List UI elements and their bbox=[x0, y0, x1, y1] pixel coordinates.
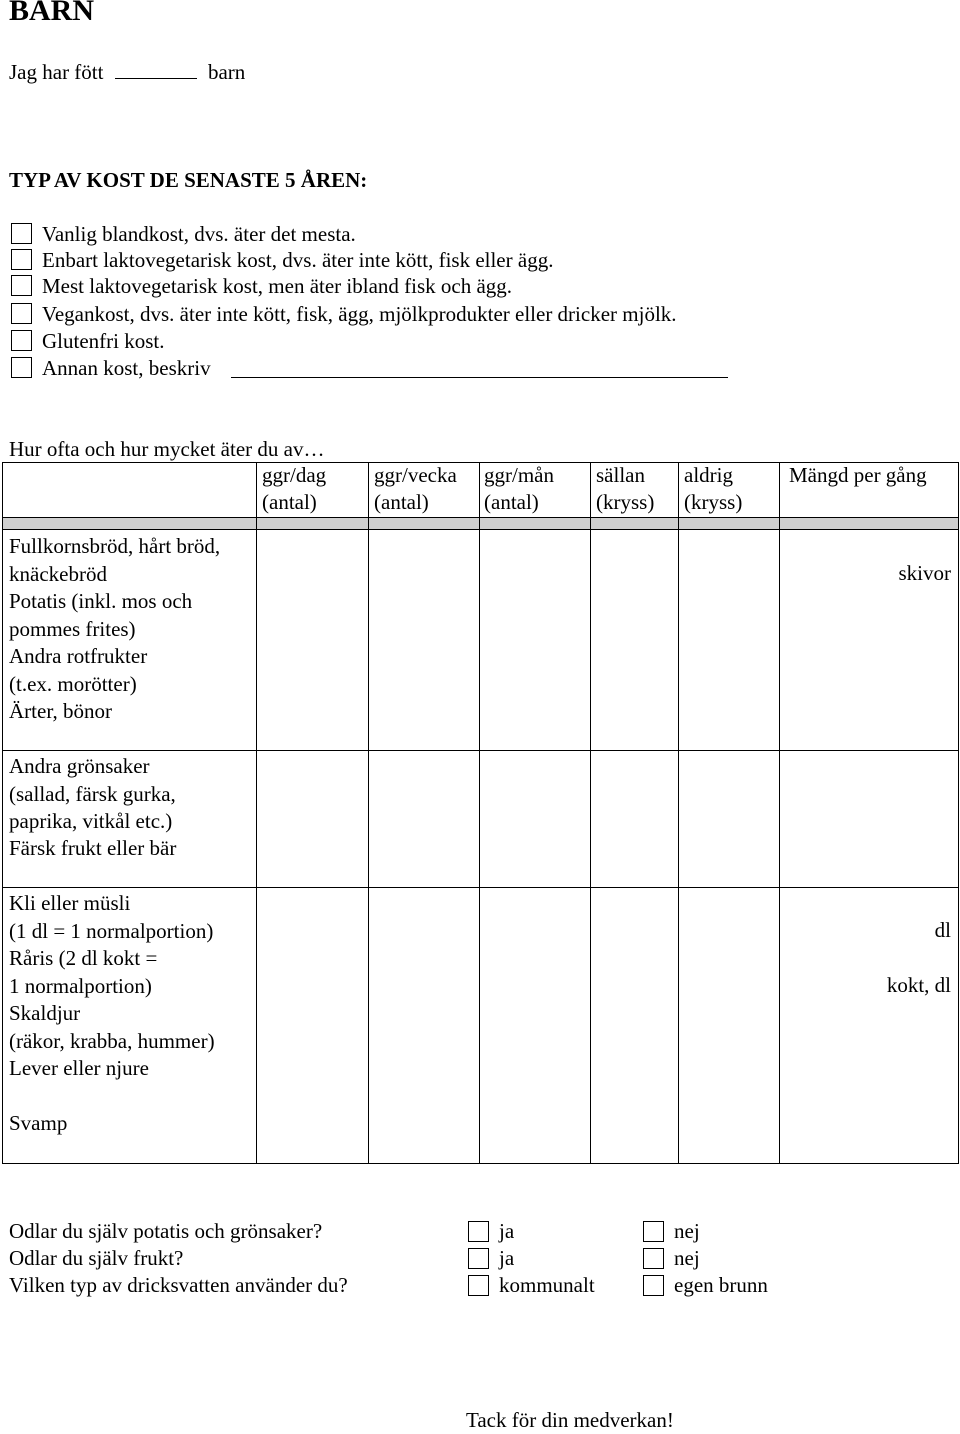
diet-checkbox[interactable] bbox=[11, 223, 32, 244]
unit-slices: skivor bbox=[898, 561, 951, 585]
diet-checkbox[interactable] bbox=[11, 357, 32, 378]
row-label-peas-beans: Ärter, bönor bbox=[9, 699, 112, 723]
question-grow-vegetables: Odlar du själv potatis och grönsaker? ja nej bbox=[9, 1219, 700, 1243]
question-text: Vilken typ av dricksvatten använder du? bbox=[9, 1273, 348, 1297]
row-label-potatoes: Potatis (inkl. mos och pommes frites) bbox=[9, 589, 193, 641]
children-prefix: Jag har fött bbox=[9, 60, 104, 84]
checkbox[interactable] bbox=[468, 1248, 489, 1269]
unit-dl: dl bbox=[934, 918, 951, 942]
checkbox[interactable] bbox=[468, 1221, 489, 1242]
diet-checkbox[interactable] bbox=[11, 275, 32, 296]
checkbox[interactable] bbox=[468, 1275, 489, 1296]
col-header-amount: Mängd per gång bbox=[789, 463, 927, 487]
row-label-shellfish: Skaldjur (räkor, krabba, hummer) bbox=[9, 1001, 215, 1053]
question-text: Odlar du själv frukt? bbox=[9, 1246, 184, 1270]
question-text: Odlar du själv potatis och grönsaker? bbox=[9, 1219, 323, 1243]
diet-option-label: Annan kost, beskriv bbox=[42, 356, 211, 380]
unit-cooked-dl: kokt, dl bbox=[886, 973, 951, 997]
row-label-fresh-fruit: Färsk frukt eller bär bbox=[9, 836, 177, 860]
frequency-table bbox=[2, 462, 959, 1164]
thanks-text: Tack för din medverkan! bbox=[466, 1408, 674, 1432]
diet-option-label: Vegankost, dvs. äter inte kött, fisk, ägg, mjölkprodukter eller dricker mjölk. bbox=[42, 302, 677, 326]
other-diet-description-field[interactable] bbox=[231, 357, 728, 378]
diet-section-title: TYP AV KOST DE SENASTE 5 ÅREN: bbox=[9, 168, 368, 192]
diet-option-label: Enbart laktovegetarisk kost, dvs. äter inte kött, fisk eller ägg. bbox=[42, 248, 554, 272]
row-label-root-vegetables: Andra rotfrukter (t.ex. morötter) bbox=[9, 644, 148, 696]
checkbox[interactable] bbox=[643, 1248, 664, 1269]
col-header-per-month: ggr/mån (antal) bbox=[484, 463, 554, 514]
row-label-wholegrain-bread: Fullkornsbröd, hårt bröd, knäckebröd bbox=[9, 534, 221, 586]
header-divider bbox=[2, 517, 959, 530]
col-header-per-week: ggr/vecka (antal) bbox=[374, 463, 457, 514]
page-title: BARN bbox=[9, 0, 95, 27]
col-header-per-day: ggr/dag (antal) bbox=[262, 463, 327, 514]
col-header-rarely: sällan (kryss) bbox=[596, 463, 655, 514]
diet-option-label: Glutenfri kost. bbox=[42, 329, 165, 353]
question-drinking-water: Vilken typ av dricksvatten använder du? kommunalt egen brunn bbox=[9, 1273, 768, 1297]
row-label-liver-kidney: Lever eller njure bbox=[9, 1056, 149, 1080]
children-count-field[interactable] bbox=[115, 58, 197, 79]
question-grow-fruit: Odlar du själv frukt? ja nej bbox=[9, 1246, 700, 1270]
frequency-intro: Hur ofta och hur mycket äter du av… bbox=[9, 437, 325, 461]
diet-checkbox[interactable] bbox=[11, 303, 32, 324]
diet-option-other[interactable] bbox=[11, 355, 731, 381]
children-suffix: barn bbox=[207, 60, 246, 84]
diet-option-label: Mest laktovegetarisk kost, men äter ibland fisk och ägg. bbox=[42, 274, 513, 298]
row-label-other-vegetables: Andra grönsaker (sallad, färsk gurka, paprika, vitkål etc.) bbox=[9, 754, 176, 833]
row-label-bran-muesli: Kli eller müsli (1 dl = 1 normalportion) bbox=[9, 891, 214, 943]
diet-checkbox[interactable] bbox=[11, 330, 32, 351]
row-label-brown-rice: Råris (2 dl kokt = 1 normalportion) bbox=[9, 946, 158, 998]
col-header-never: aldrig (kryss) bbox=[684, 463, 743, 514]
children-line bbox=[9, 58, 245, 86]
checkbox[interactable] bbox=[643, 1221, 664, 1242]
diet-checkbox[interactable] bbox=[11, 249, 32, 270]
row-label-mushrooms: Svamp bbox=[9, 1111, 68, 1135]
diet-option-label: Vanlig blandkost, dvs. äter det mesta. bbox=[42, 222, 356, 246]
checkbox[interactable] bbox=[643, 1275, 664, 1296]
